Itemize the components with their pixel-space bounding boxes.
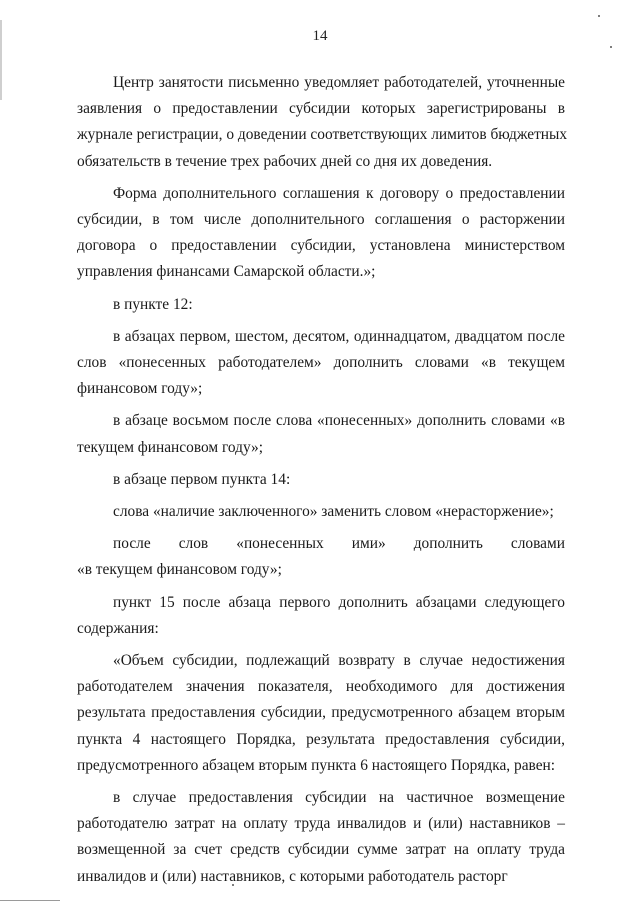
paragraph: [77, 467, 565, 493]
document-body: [77, 70, 568, 890]
text-line: слова «наличие заключенного» заменить словом «нерасторжение»;: [113, 503, 554, 521]
scan-speck: [610, 46, 612, 48]
paragraph: [77, 408, 565, 460]
text-line: результата предоставления субсидии, предусмотренного абзацем вторым: [77, 704, 565, 722]
text-line: после слов «понесенных ими» дополнить словами: [113, 535, 565, 553]
text-line: договора о предоставлении субсидии, установлена министерством: [77, 237, 565, 255]
text-line: работодателю затрат на оплату труда инвалидов и (или) наставников –: [77, 815, 565, 833]
text-line: «в текущем финансовом году»;: [77, 561, 282, 579]
paragraph: [77, 648, 565, 779]
paragraph: [77, 785, 565, 890]
text-line: текущем финансовом году»;: [77, 438, 264, 456]
page-number: 14: [312, 28, 328, 44]
paragraph: [77, 70, 568, 175]
text-line: финансовом году»;: [77, 380, 203, 398]
text-line: работодателем значения показателя, необходимого для достижения: [77, 678, 565, 696]
text-line: в случае предоставления субсидии на частичное возмещение: [113, 789, 565, 807]
text-line: Центр занятости письменно уведомляет работодателей, уточненные: [113, 74, 565, 91]
text-line: возмещенной за счет средств субсидии сумме затрат на оплату труда: [77, 841, 565, 859]
paragraph: [77, 590, 565, 642]
text-line: в абзаце восьмом после слова «понесенных» дополнить словами «в: [113, 412, 565, 430]
paragraph: [77, 499, 565, 525]
text-line: слов «понесенных работодателем» дополнить словами «в текущем: [77, 354, 565, 372]
text-line: в пункте 12:: [113, 295, 193, 313]
text-line: в абзаце первом пункта 14:: [113, 470, 291, 488]
text-line: инвалидов и (или) наставников, с которыми работодатель расторг: [77, 867, 508, 885]
text-line: предусмотренного абзацем вторым пункта 6 настоящего Порядка, равен:: [77, 756, 556, 774]
text-line: пункт 15 после абзаца первого дополнить абзацами следующего: [113, 593, 565, 611]
text-line: управления финансами Самарской области.»;: [77, 263, 376, 281]
scan-speck: [598, 15, 600, 17]
text-line: пункта 4 настоящего Порядка, результата предоставления субсидии,: [77, 730, 565, 748]
text-line: Форма дополнительного соглашения к договору о предоставлении: [113, 184, 565, 202]
text-line: субсидии, в том числе дополнительного соглашения о расторжении: [77, 211, 565, 229]
text-line: «Объем субсидии, подлежащий возврату в случае недостижения: [113, 652, 565, 670]
paragraph: [77, 181, 565, 286]
text-line: в абзацах первом, шестом, десятом, одиннадцатом, двадцатом после: [113, 327, 565, 345]
paragraph: [77, 531, 565, 583]
scan-bottom-artifact: [0, 900, 60, 901]
text-line: заявления о предоставлении субсидии которых зарегистрированы в: [77, 100, 565, 118]
paragraph: [77, 292, 565, 318]
paragraph: [77, 324, 565, 403]
text-line: обязательств в течение трех рабочих дней со дня их доведения.: [77, 152, 493, 170]
text-line: содержания:: [77, 619, 159, 637]
text-line: журнале регистрации, о доведении соответствующих лимитов бюджетных: [77, 126, 568, 144]
